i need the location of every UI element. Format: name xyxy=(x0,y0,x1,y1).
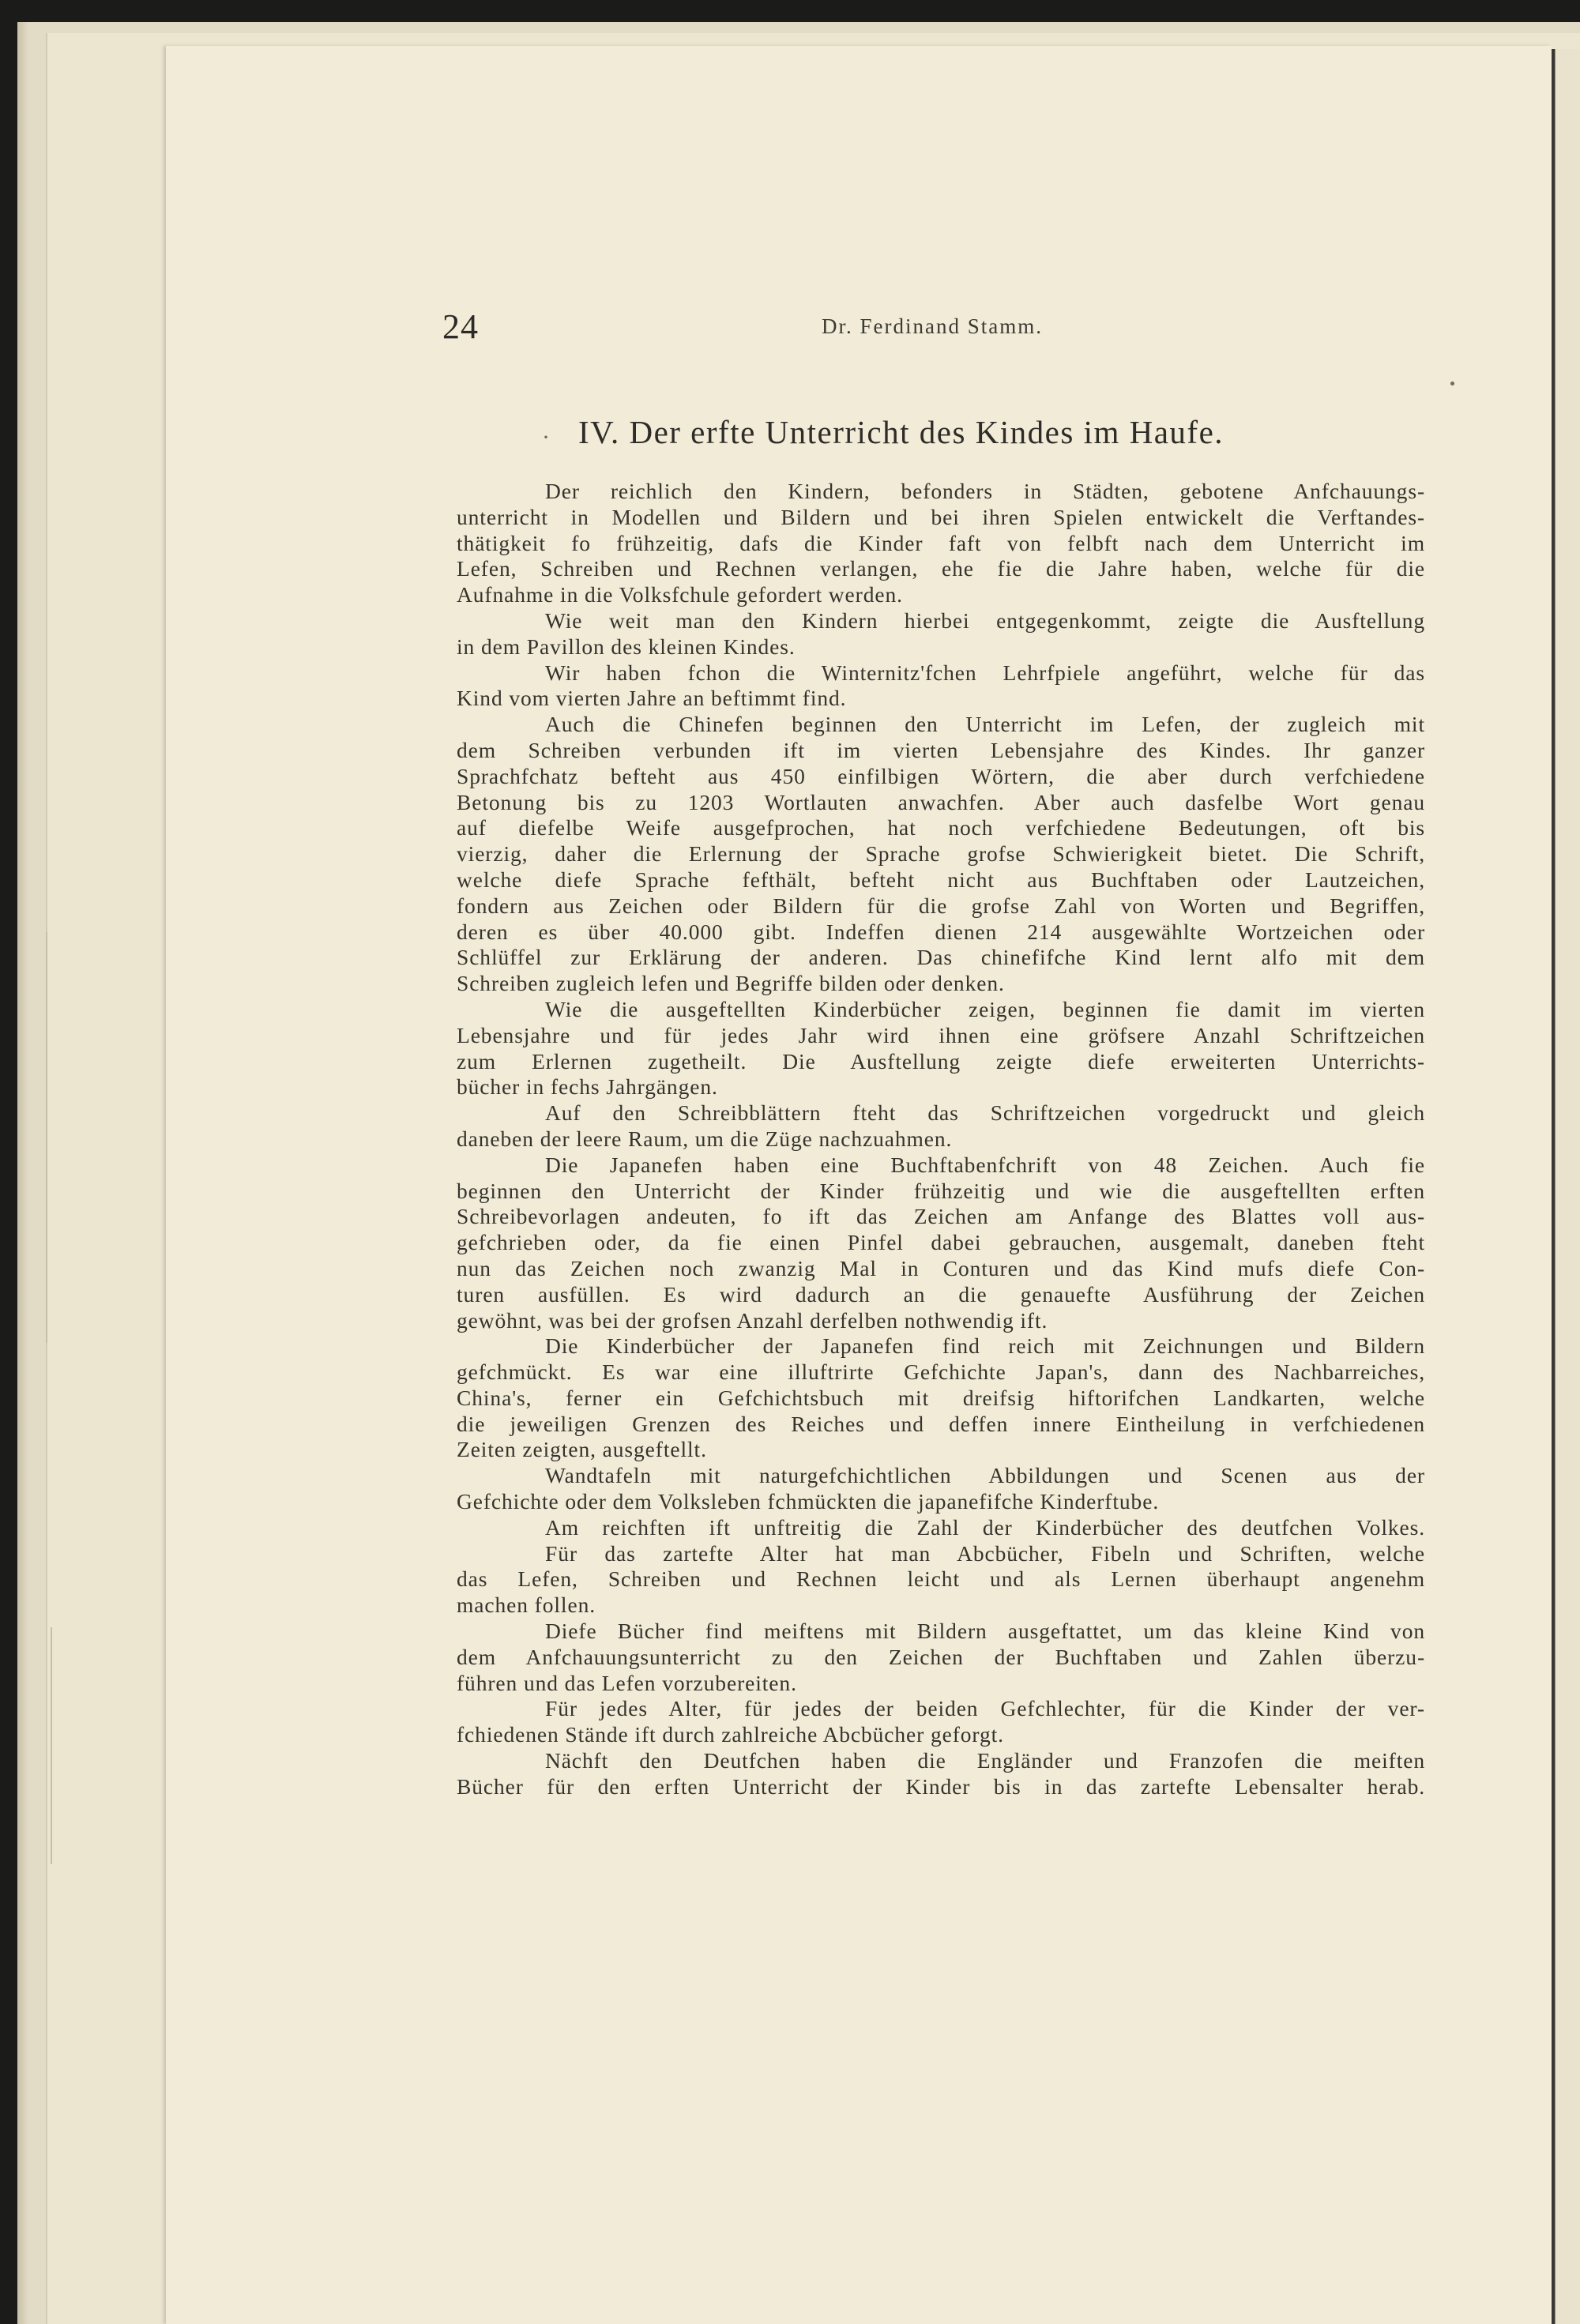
running-head: Dr. Ferdinand Stamm. xyxy=(822,314,1043,338)
text-line: fondern aus Zeichen oder Bildern für die grofse Zahl von Worten und Begriffen, xyxy=(457,893,1425,918)
text-line: beginnen den Unterricht der Kinder frühzeitig und wie die ausgeftellten erften xyxy=(457,1178,1425,1203)
text-line: gefchrieben oder, da fie einen Pinfel dabei gebrauchen, ausgemalt, daneben fteht xyxy=(457,1230,1425,1255)
chapter-title: IV. Der erfte Unterricht des Kindes im Haufe. xyxy=(578,414,1224,450)
text-line: China's, ferner ein Gefchichtsbuch mit dreifsig hiftorifchen Landkarten, welche xyxy=(457,1385,1425,1410)
text-line: Aufnahme in die Volksfchule gefordert werden. xyxy=(457,582,903,607)
text-line: Für jedes Alter, für jedes der beiden Gefchlechter, für die Kinder der ver- xyxy=(545,1696,1425,1721)
body-text xyxy=(457,479,1425,1800)
text-line: Die Japanefen haben eine Buchftabenfchrift von 48 Zeichen. Auch fie xyxy=(545,1152,1425,1177)
text-line: Der reichlich den Kindern, befonders in Städten, gebotene Anfchauungs- xyxy=(545,479,1425,503)
text-line: Am reichften ift unftreitig die Zahl der Kinderbücher des deutfchen Volkes. xyxy=(545,1514,1425,1540)
text-line: machen follen. xyxy=(457,1593,596,1618)
text-line: Schreibevorlagen andeuten, fo ift das Zeichen am Anfange des Blattes voll aus- xyxy=(457,1204,1425,1229)
text-line: Wandtafeln mit naturgefchichtlichen Abbildungen und Scenen aus der xyxy=(545,1463,1425,1488)
text-line: fchiedenen Stände ift durch zahlreiche Abcbücher geforgt. xyxy=(457,1722,1004,1747)
text-line: Lefen, Schreiben und Rechnen verlangen, ehe fie die Jahre haben, welche für die xyxy=(457,556,1425,581)
text-line: gewöhnt, was bei der grofsen Anzahl derfelben nothwendig ift. xyxy=(457,1307,1048,1333)
text-line: Betonung bis zu 1203 Wortlauten anwachfen. Aber auch dasfelbe Wort genau xyxy=(457,789,1425,814)
text-line: Wie die ausgeftellten Kinderbücher zeigen, beginnen fie damit im vierten xyxy=(545,996,1425,1021)
text-line: Auf den Schreibblättern fteht das Schriftzeichen vorgedruckt und gleich xyxy=(545,1100,1425,1126)
text-line: Auch die Chinefen beginnen den Unterricht im Lefen, der zugleich mit xyxy=(545,712,1425,737)
print-speck xyxy=(1450,382,1454,385)
text-line: gefchmückt. Es war eine illuftrirte Gefchichte Japan's, dann des Nachbarreiches, xyxy=(457,1359,1425,1385)
text-line: dem Anfchauungsunterricht zu den Zeichen der Buchftaben und Zahlen überzu- xyxy=(457,1644,1425,1669)
adjacent-page-edge xyxy=(1552,49,1580,2324)
text-line: turen ausfüllen. Es wird dadurch an die genauefte Ausführung der Zeichen xyxy=(457,1281,1425,1307)
title-mark: · xyxy=(542,424,550,450)
text-line: nun das Zeichen noch zwanzig Mal in Conturen und das Kind mufs diefe Con- xyxy=(457,1255,1425,1280)
text-line: unterricht in Modellen und Bildern und bei ihren Spielen entwickelt die Verftandes- xyxy=(457,504,1425,529)
text-line: führen und das Lefen vorzubereiten. xyxy=(457,1670,797,1695)
text-line: dem Schreiben verbunden ift im vierten Lebensjahre des Kindes. Ihr ganzer xyxy=(457,737,1425,762)
text-line: Nächft den Deutfchen haben die Engländer und Franzofen die meiften xyxy=(545,1748,1425,1773)
text-line: Für das zartefte Alter hat man Abcbücher, Fibeln und Schriften, welche xyxy=(545,1540,1425,1566)
text-line: deren es über 40.000 gibt. Indeffen dienen 214 ausgewählte Wortzeichen oder xyxy=(457,919,1425,944)
text-line: Wie weit man den Kindern hierbei entgegenkommt, zeigte die Ausftellung xyxy=(545,607,1425,633)
text-line: in dem Pavillon des kleinen Kindes. xyxy=(457,634,796,659)
text-line: vierzig, daher die Erlernung der Sprache grofse Schwierigkeit bietet. Die Schrift, xyxy=(457,841,1425,867)
text-line: welche diefe Sprache fefthält, befteht nicht aus Buchftaben oder Lautzeichen, xyxy=(457,867,1425,892)
page-number: 24 xyxy=(442,307,479,346)
text-line: auf diefelbe Weife ausgefprochen, hat noch verfchiedene Bedeutungen, oft bis xyxy=(457,815,1425,840)
text-line: das Lefen, Schreiben und Rechnen leicht und als Lernen überhaupt angenehm xyxy=(457,1566,1425,1592)
leaf-fold-line xyxy=(46,932,47,1343)
text-line: bücher in fechs Jahrgängen. xyxy=(457,1074,718,1100)
text-line: Gefchichte oder dem Volksleben fchmückten die japanefifche Kinderftube. xyxy=(457,1489,1160,1514)
text-line: Kind vom vierten Jahre an beftimmt find. xyxy=(457,686,847,711)
text-line: Schlüffel zur Erklärung der anderen. Das chinefifche Kind lernt alfo mit dem xyxy=(457,945,1425,970)
text-line: Schreiben zugleich lefen und Begriffe bilden oder denken. xyxy=(457,971,1005,996)
text-line: Bücher für den erften Unterricht der Kinder bis in das zartefte Lebensalter herab. xyxy=(457,1773,1425,1799)
leaf-fold-line xyxy=(51,1627,52,1864)
text-line: Diefe Bücher find meiftens mit Bildern ausgeftattet, um das kleine Kind von xyxy=(545,1619,1425,1644)
text-line: Sprachfchatz befteht aus 450 einfilbigen Wörtern, die aber durch verfchiedene xyxy=(457,763,1425,788)
text-line: Zeiten zeigten, ausgeftellt. xyxy=(457,1437,707,1462)
text-line: zum Erlernen zugetheilt. Die Ausftellung zeigte diefe erweiterten Unterrichts- xyxy=(457,1048,1425,1074)
text-line: daneben der leere Raum, um die Züge nachzuahmen. xyxy=(457,1126,953,1151)
text-line: Die Kinderbücher der Japanefen find reich mit Zeichnungen und Bildern xyxy=(545,1333,1425,1359)
cover-edge-shadow xyxy=(17,22,28,2324)
text-line: Wir haben fchon die Winternitz'fchen Lehrfpiele angeführt, welche für das xyxy=(545,660,1425,685)
text-line: thätigkeit fo frühzeitig, dafs die Kinder faft von felbft nach dem Unterricht im xyxy=(457,530,1425,555)
text-line: die jeweiligen Grenzen des Reiches und deffen innere Eintheilung in verfchiedenen xyxy=(457,1411,1425,1436)
text-line: Lebensjahre und für jedes Jahr wird ihnen eine gröfsere Anzahl Schriftzeichen xyxy=(457,1022,1425,1047)
